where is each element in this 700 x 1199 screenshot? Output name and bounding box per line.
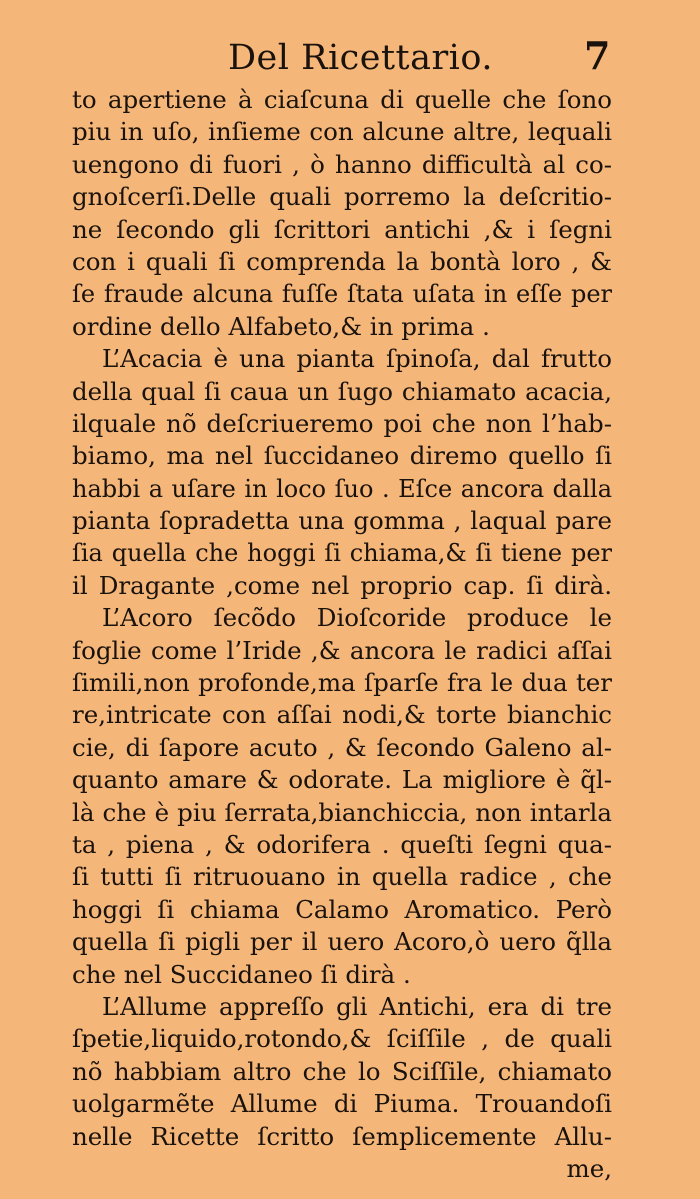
text-line: uolgarmẽte Allume di Piuma. Trouandoſi — [72, 1089, 612, 1119]
text-line: L’Acoro ſecõdo Dioſcoride produce le — [102, 603, 612, 633]
running-title: Del Ricettario. — [228, 38, 493, 78]
text-line: ordine dello Alfabeto,& in prima . — [72, 311, 490, 341]
running-head — [0, 33, 700, 80]
text-line: nelle Ricette ſcritto ſemplicemente Allu- — [72, 1121, 612, 1151]
text-line: to apertiene à ciaſcuna di quelle che ſono — [72, 85, 612, 114]
text-line: L’Allume appreſſo gli Antichi, era di tre — [102, 991, 612, 1021]
text-line: gnoſcerſi.Delle quali porremo la deſcritio- — [72, 182, 612, 212]
text-line: ta , piena , & odorifera . queſti ſegni qua- — [72, 829, 612, 859]
text-line: quella ſi pigli per il uero Acoro,ò uero q̃lla — [72, 927, 612, 957]
catchword: me, — [566, 1153, 612, 1183]
page-number: 7 — [584, 33, 611, 78]
text-line: il Dragante ,come nel proprio cap. ſi dirà. — [72, 570, 612, 600]
text-line: piu in uſo, inſieme con alcune altre, lequali — [72, 117, 612, 147]
text-line: habbi a uſare in loco ſuo . Eſce ancora dalla — [72, 474, 612, 503]
text-line: uengono di fuori , ò hanno difficultà al co- — [72, 149, 612, 179]
text-line: ſimili,non profonde,ma ſparſe fra le dua ter — [72, 668, 612, 698]
text-line: ne ſecondo gli ſcrittori antichi ,& i ſegni — [72, 214, 612, 244]
text-line: foglie come l’Iride ,& ancora le radici aſſai — [72, 635, 612, 665]
text-line: che nel Succidaneo ſi dirà . — [72, 959, 411, 989]
text-line: ilquale nõ deſcriueremo poi che non l’hab- — [72, 408, 612, 438]
text-line: ſpetie,liquido,rotondo,& ſciſſile , de quali — [72, 1024, 612, 1054]
text-line: L’Acacia è una pianta ſpinoſa, dal frutto — [102, 344, 612, 374]
text-line: pianta ſopradetta una gomma , laqual pare — [72, 506, 612, 536]
text-line: cie, di ſapore acuto , & ſecondo Galeno al- — [72, 732, 612, 762]
text-line: biamo, ma nel ſuccidaneo diremo quello ſi — [72, 441, 612, 471]
body-text — [72, 84, 612, 1185]
text-line: con i quali ſi comprenda la bontà loro , & — [72, 246, 612, 276]
text-line: hoggi ſi chiama Calamo Aromatico. Però — [72, 894, 612, 924]
text-line: della qual ſi caua un ſugo chiamato acacia, — [72, 376, 612, 406]
text-line: ſia quella che hoggi ſi chiama,& ſi tiene per — [72, 539, 612, 568]
text-line: quanto amare & odorate. La migliore è q̃l- — [72, 765, 612, 795]
text-line: ſe fraude alcuna fuſſe ſtata uſata in eſſe per — [72, 280, 612, 309]
text-line: là che è piu ſerrata,bianchiccia, non intarla — [72, 797, 612, 827]
text-line: re,intricate con aſſai nodi,& torte bianchic — [72, 700, 612, 730]
text-line: nõ habbiam altro che lo Sciſſile, chiamato — [72, 1056, 612, 1086]
text-line: ſi tutti ſi ritruouano in quella radice , che — [72, 862, 612, 892]
